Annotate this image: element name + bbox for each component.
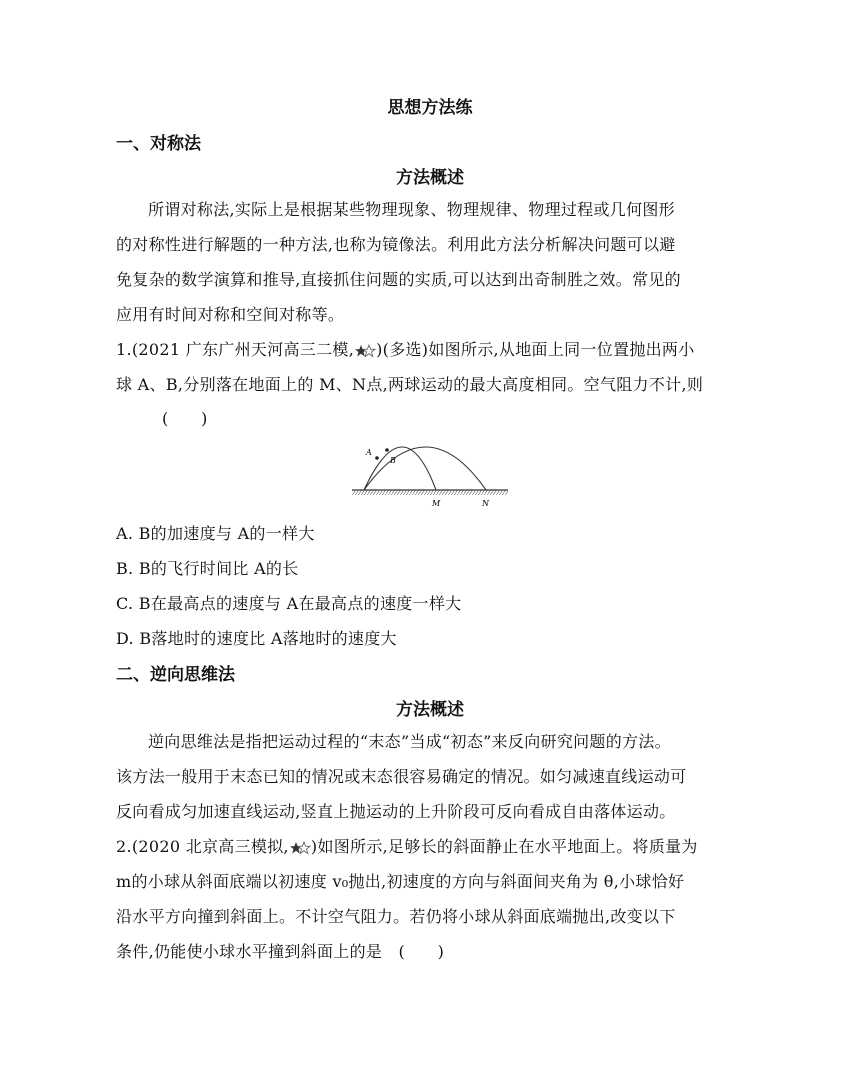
question-1-line-1 — [116, 337, 695, 360]
question-1-stem: )(多选)如图所示,从地面上同一位置抛出两小 — [376, 340, 695, 359]
trajectory-a — [364, 447, 436, 490]
question-1-option-d: D. B落地时的速度比 A落地时的速度大 — [116, 629, 397, 648]
question-2-source: 2.(2020 北京高三模拟, — [116, 837, 289, 856]
section-heading-symmetry: 一、对称法 — [116, 134, 201, 154]
difficulty-stars-icon — [354, 344, 376, 358]
overview-2-line-3: 反向看成匀加速直线运动,竖直上抛运动的上升阶段可反向看成自由落体运动。 — [116, 802, 676, 821]
question-2-line-2: m的小球从斜面底端以初速度 v₀抛出,初速度的方向与斜面间夹角为 θ,小球恰好 — [116, 872, 685, 891]
question-2-line-3: 沿水平方向撞到斜面上。不计空气阻力。若仍将小球从斜面底端抛出,改变以下 — [116, 907, 676, 926]
question-2-stem: )如图所示,足够长的斜面静止在水平地面上。将质量为 — [310, 837, 698, 856]
overview-2-line-1: 逆向思维法是指把运动过程的“末态”当成“初态”来反向研究问题的方法。 — [148, 732, 671, 751]
overview-1-line-2: 的对称性进行解题的一种方法,也称为镜像法。利用此方法分析解决问题可以避 — [116, 235, 676, 254]
section-heading-reverse-thinking: 二、逆向思维法 — [116, 665, 235, 685]
question-2-line-4: 条件,仍能使小球水平撞到斜面上的是 ( ) — [116, 942, 445, 961]
label-m: M — [432, 499, 441, 508]
label-a: A — [366, 448, 372, 457]
question-1-option-a: A. B的加速度与 A的一样大 — [116, 524, 315, 543]
question-1-line-2: 球 A、B,分别落在地面上的 M、N点,两球运动的最大高度相同。空气阻力不计,则 — [116, 375, 704, 394]
page-title: 思想方法练 — [387, 98, 473, 118]
ball-a — [375, 456, 379, 460]
overview-1-line-1: 所谓对称法,实际上是根据某些物理现象、物理规律、物理过程或几何图形 — [148, 200, 675, 219]
trajectory-b — [364, 447, 486, 490]
ball-b — [385, 448, 389, 452]
overview-1-line-3: 免复杂的数学演算和推导,直接抓住问题的实质,可以达到出奇制胜之效。常见的 — [116, 270, 681, 289]
overview-heading-1: 方法概述 — [396, 168, 464, 188]
question-1-answer-bracket: ( ) — [162, 409, 208, 428]
overview-2-line-2: 该方法一般用于末态已知的情况或末态很容易确定的情况。如匀减速直线运动可 — [116, 767, 687, 786]
projectile-trajectory-figure — [350, 434, 510, 512]
overview-1-line-4: 应用有时间对称和空间对称等。 — [116, 305, 345, 324]
question-2-line-1 — [116, 834, 698, 857]
label-n: N — [482, 499, 489, 508]
difficulty-stars-icon — [289, 841, 311, 855]
label-b: B — [390, 456, 396, 465]
overview-heading-2: 方法概述 — [396, 700, 464, 720]
ground-hatching — [352, 490, 508, 495]
question-1-source: 1.(2021 广东广州天河高三二模, — [116, 340, 355, 359]
question-1-option-b: B. B的飞行时间比 A的长 — [116, 559, 299, 578]
question-1-option-c: C. B在最高点的速度与 A在最高点的速度一样大 — [116, 594, 462, 613]
